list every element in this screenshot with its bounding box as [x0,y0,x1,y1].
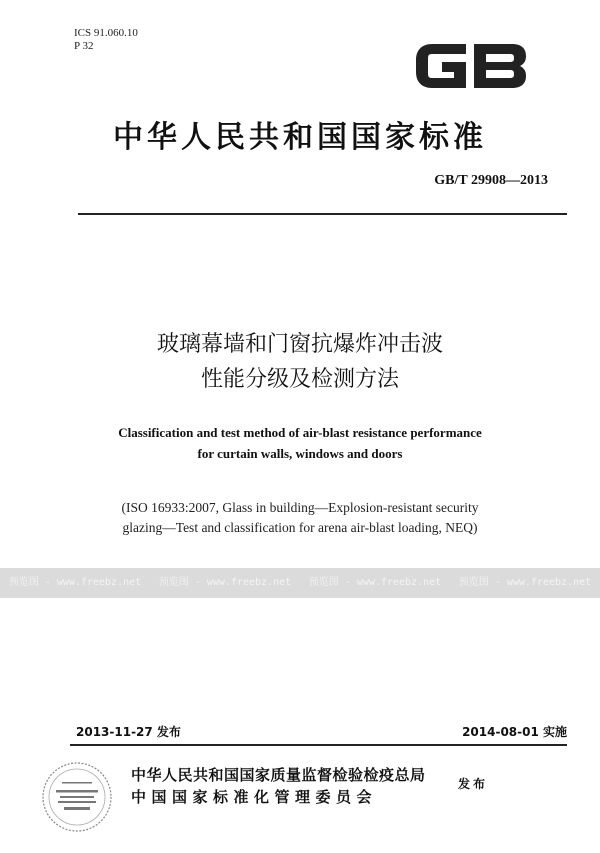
publish-label: 发布 [458,777,489,791]
issue-date: 2013-11-27 发布 [76,725,181,739]
english-title-line-1: Classification and test method of air-blast resistance performance [118,425,482,440]
watermark-text: 预览图 - www.freebz.net [8,577,142,588]
watermark-text: 预览图 - www.freebz.net [458,577,592,588]
iso-reference-line-2: glazing—Test and classification for arena air-blast loading, NEQ) [122,520,478,535]
issuer-aqsiq: 中华人民共和国国家质量监督检验检疫总局 [131,766,426,784]
issuer-sac: 中国国家标准化管理委员会 [131,788,378,806]
ccs-code: P 32 [74,40,94,52]
chinese-title-line-1: 玻璃幕墙和门窗抗爆炸冲击波 [156,332,443,357]
chinese-title [0,327,600,397]
top-divider [78,213,567,215]
watermark-text: 预览图 - www.freebz.net [308,577,442,588]
watermark-text: 预览图 - www.freebz.net [158,577,292,588]
iso-reference [0,498,600,538]
standard-name: 中华人民共和国国家标准 [113,120,487,155]
gb-logo [412,36,530,96]
ics-code: ICS 91.060.10 [74,27,138,39]
anti-counterfeit-seal-icon [40,760,114,834]
english-title-line-2: for curtain walls, windows and doors [197,446,403,461]
implementation-date: 2014-08-01 实施 [462,725,567,739]
standard-number: GB/T 29908—2013 [434,173,548,188]
iso-reference-line-1: (ISO 16933:2007, Glass in building—Explosion-resistant security [121,500,479,515]
bottom-divider [70,744,567,746]
english-title [0,422,600,464]
chinese-title-line-2: 性能分级及检测方法 [200,367,399,392]
preview-watermark-banner [0,568,600,598]
classification-codes [74,27,138,53]
